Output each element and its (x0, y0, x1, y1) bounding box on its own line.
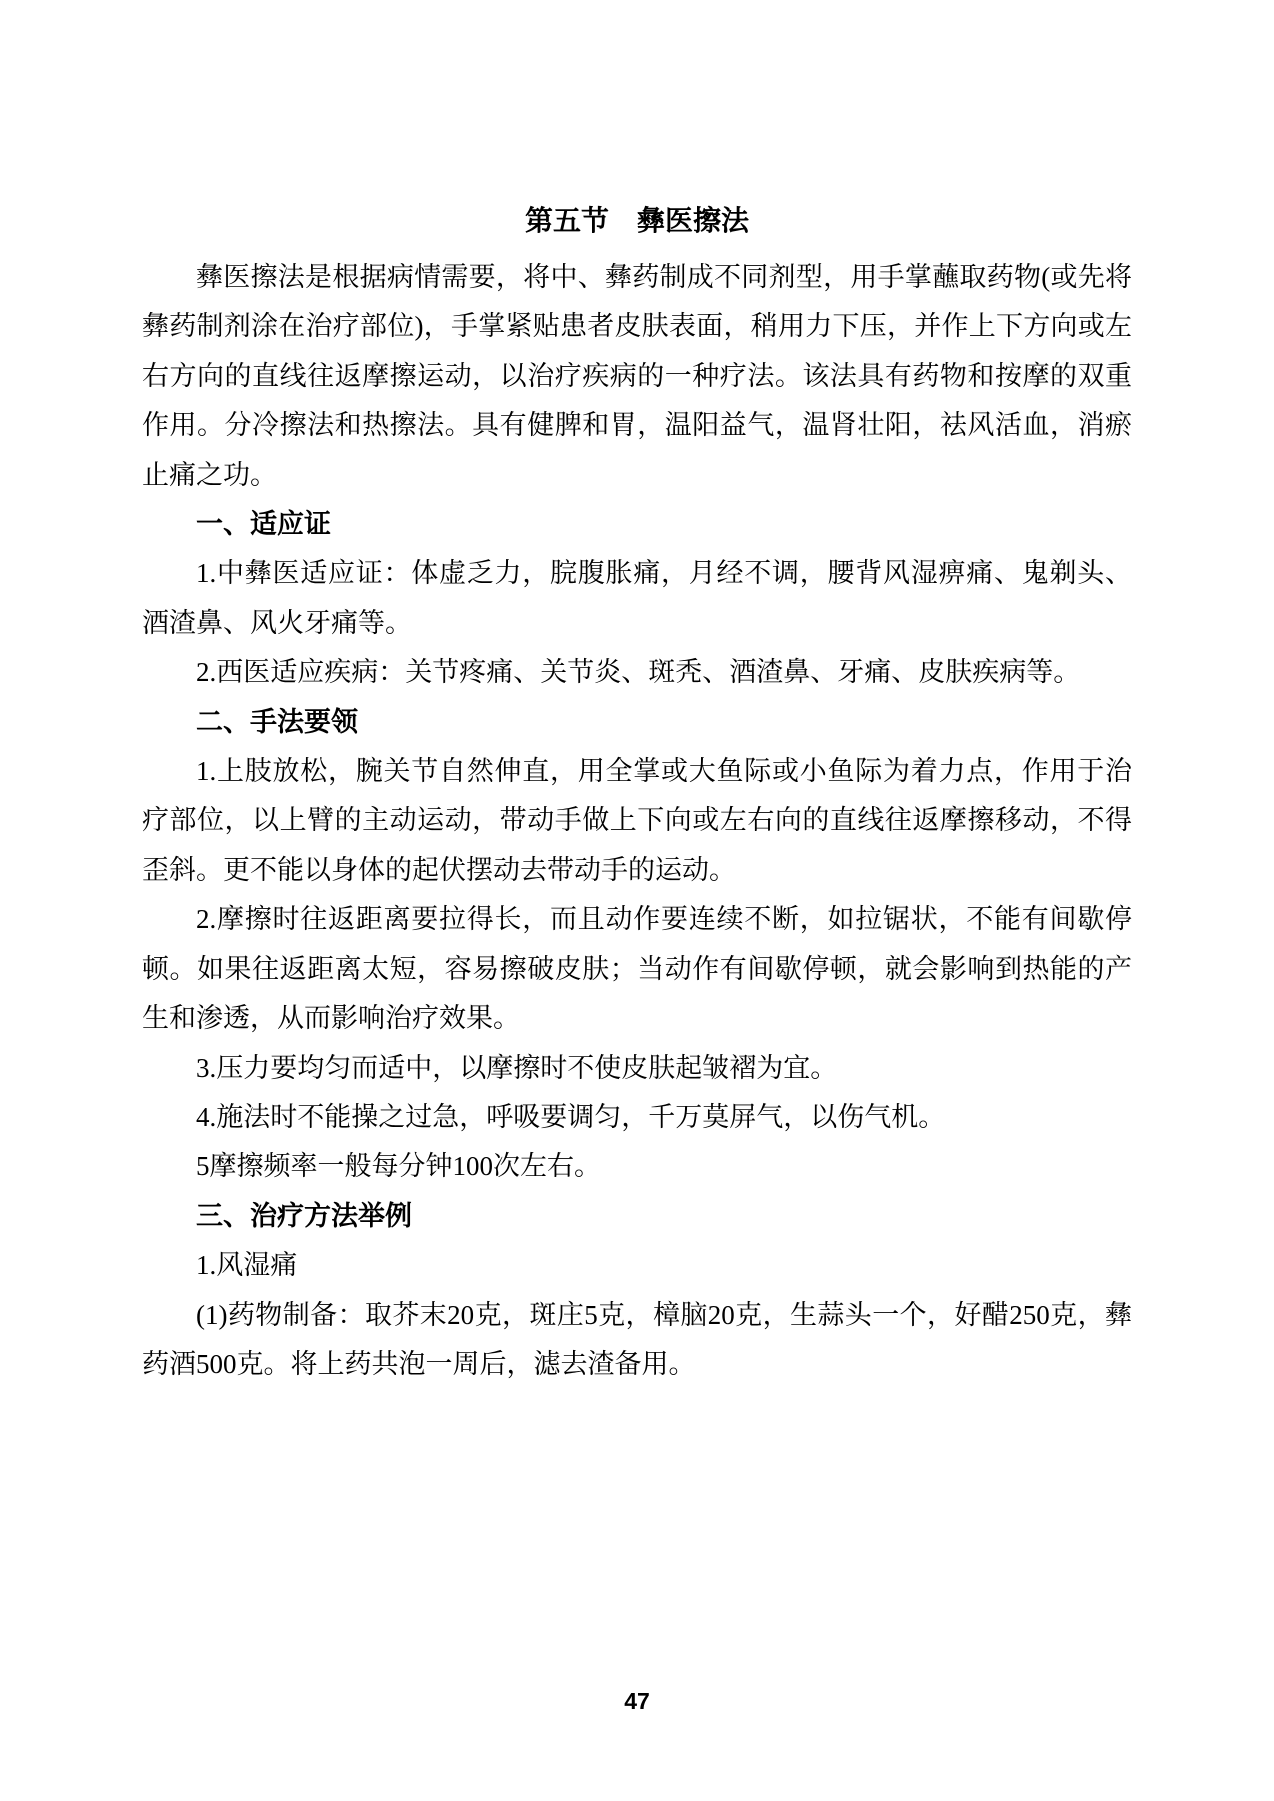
heading-technique-essentials: 二、手法要领 (196, 706, 358, 737)
paragraph-technique-1: 1.上肢放松，腕关节自然伸直，用全掌或大鱼际或小鱼际为着力点，作用于治疗部位，以上臂的主动运动，带动手做上下向或左右向的直线往返摩擦移动，不得歪斜。更不能以身体的起伏摆动去带动手的运动。 (142, 756, 1132, 885)
paragraph-technique-2: 2.摩擦时往返距离要拉得长，而且动作要连续不断，如拉锯状，不能有间歇停顿。如果往返距离太短，容易擦破皮肤；当动作有间歇停顿，就会影响到热能的产生和渗透，从而影响治疗效果。 (142, 904, 1132, 1034)
paragraph-technique-3: 3.压力要均匀而适中，以摩擦时不使皮肤起皱褶为宜。 (196, 1052, 838, 1083)
paragraph-indications-2: 2.西医适应疾病：关节疼痛、关节炎、斑秃、酒渣鼻、牙痛、皮肤疾病等。 (196, 657, 1081, 688)
heading-treatment-examples: 三、治疗方法举例 (196, 1200, 412, 1231)
paragraph-indications-1: 1.中彝医适应证：体虚乏力，脘腹胀痛，月经不调，腰背风湿痹痛、鬼剃头、酒渣鼻、风火牙痛等。 (142, 558, 1132, 638)
page-number: 47 (624, 1688, 650, 1714)
paragraph-example-rheumatism: 1.风湿痛 (196, 1250, 298, 1281)
intro-paragraph: 彝医擦法是根据病情需要，将中、彝药制成不同剂型，用手掌蘸取药物(或先将彝药制剂涂在治疗部位)，手掌紧贴患者皮肤表面，稍用力下压，并作上下方向或左右方向的直线往返摩擦运动，以治疗疾病的一种疗法。该法具有药物和按摩的双重作用。分冷擦法和热擦法。具有健脾和胃，温阳益气，温肾壮阳，祛风活血，消瘀止痛之功。 (142, 262, 1132, 490)
section-title: 第五节 彝医擦法 (524, 205, 749, 236)
paragraph-example-preparation: (1)药物制备：取芥末20克，斑庄5克，樟脑20克，生蒜头一个，好醋250克，彝药酒500克。将上药共泡一周后，滤去渣备用。 (142, 1299, 1132, 1379)
paragraph-technique-5: 5摩擦频率一般每分钟100次左右。 (196, 1151, 601, 1182)
heading-indications: 一、适应证 (196, 509, 331, 540)
paragraph-technique-4: 4.施法时不能操之过急，呼吸要调匀，千万莫屏气，以伤气机。 (196, 1101, 946, 1132)
